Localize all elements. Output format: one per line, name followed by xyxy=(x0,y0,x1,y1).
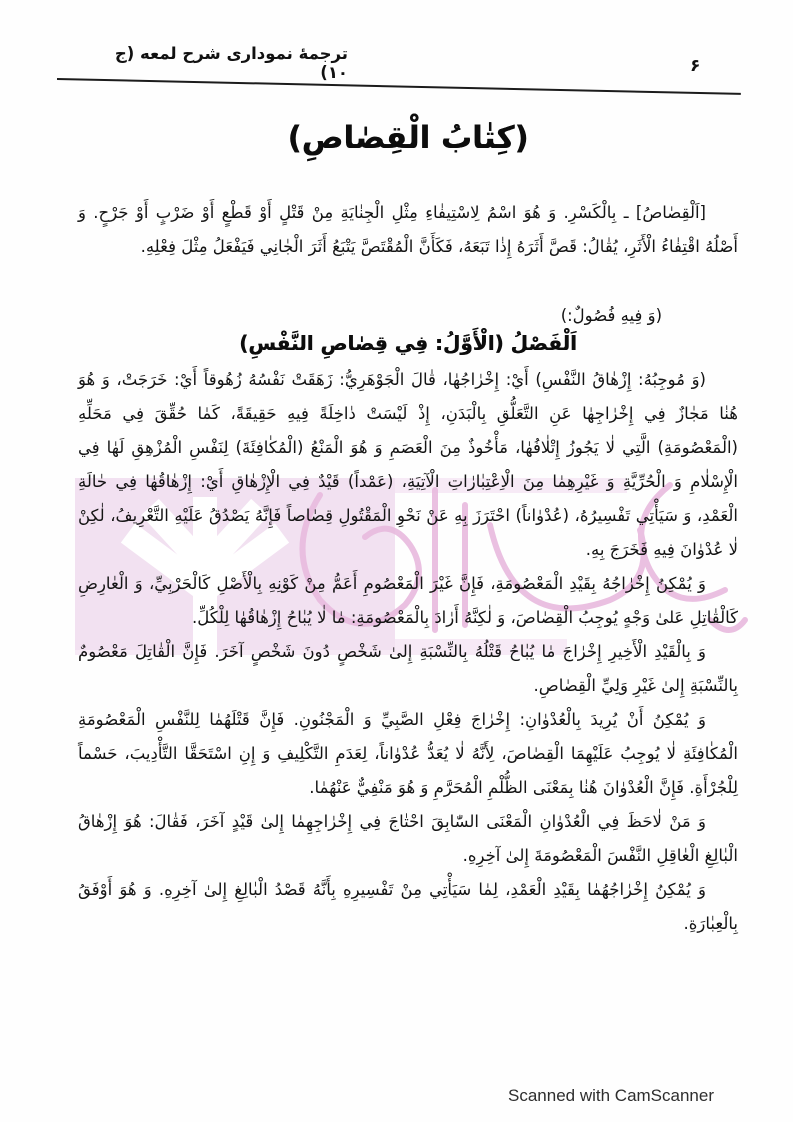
body-paragraph: وَ يُمْكِنُ أَنْ يُرِيدَ بِالْعُدْوٰانِ: إِخْرٰاجَ فِعْلِ الصَّبِيِّ وَ الْمَجْنُونِ. فَإِنَّ قَتْلَهُمٰا لِلنَّفْسِ الْمَعْصُومَةِ الْمُكٰافِئَةِ لٰا يُوجِبُ عَلَيْهِمَا الْقِصٰاصَ، لِأَنَّهُ لٰا يُعَدُّ عُدْوٰاناً، لِعَدَمِ التَّكْلِيفِ وَ إِنِ اسْتَحَقَّا التَّأْدِيبَ، حَسْماً لِلْجُرْأَةِ. فَإِنَّ الْعُدْوٰانَ هُنٰا بِمَعْنَى الظُّلْمِ الْمُحَرَّمِ وَ هُوَ مَنْفِيٌّ عَنْهُمٰا. xyxy=(78,710,738,797)
sections-note: (وَ فِيهِ فُصُولٌ:) xyxy=(560,306,662,325)
chapter-heading: اَلْفَصْلُ (الْأَوَّلُ: فِي قِصٰاصِ النَّفْسِ) xyxy=(239,331,577,355)
body-paragraph: وَ بِالْقَيْدِ الْأَخِيرِ إِخْرٰاجَ مٰا يُبٰاحُ قَتْلُهُ بِالنِّسْبَةِ إِلىٰ شَخْصٍ دُونَ شَخْصٍ آخَرَ. فَإِنَّ الْقٰاتِلَ مَعْصُومٌ بِالنِّسْبَةِ إِلىٰ غَيْرِ وَلِيِّ الْقِصٰاصِ. xyxy=(78,642,738,695)
intro-paragraph: [اَلْقِصٰاصُ] ـ بِالْكَسْرِ. وَ هُوَ اسْمُ لِاسْتِيفٰاءِ مِثْلِ الْجِنٰايَةِ مِنْ قَتْلٍ أَوْ قَطْعٍ أَوْ ضَرْبٍ أَوْ جَرْحٍ. وَ أَصْلُهُ اقْتِفٰاءُ الْأَثَرِ، يُقٰالُ: قَصَّ أَثَرَهُ إِذٰا تَبَعَهُ، فَكَأَنَّ الْمُقْتَصَّ يَتْبَعُ أَثَرَ الْجٰانِي فَيَفْعَلُ مِثْلَ فِعْلِهِ. xyxy=(78,203,738,256)
body-paragraph: وَ يُمْكِنُ إِخْرٰاجُهُ بِقَيْدِ الْمَعْصُومَةِ، فَإِنَّ غَيْرَ الْمَعْصُومِ أَعَمُّ مِنْ كَوْنِهِ بِالْأَصْلِ كَالْحَرْبِيِّ، وَ الْعٰارِضِ كَالْقٰاتِلِ عَلىٰ وَجْهٍ يُوجِبُ الْقِصٰاصَ، وَ لٰكِنَّهُ أَرٰادَ بِالْمَعْصُومَةِ: مٰا لٰا يُبٰاحُ إِزْهٰاقُهٰا لِلْكُلِّ. xyxy=(78,574,738,627)
body-paragraph: وَ يُمْكِنُ إِخْرٰاجُهُمٰا بِقَيْدِ الْعَمْدِ، لِمٰا سَيَأْتِي مِنْ تَفْسِيرِهِ بِأَنَّهُ قَصْدُ الْبٰالِغِ إِلىٰ آخِرِهِ. وَ هُوَ أَوْفَقُ بِالْعِبٰارَةِ. xyxy=(78,880,738,933)
camscanner-note: Scanned with CamScanner xyxy=(508,1086,715,1105)
running-header-title: ترجمهٔ نموداری شرح لمعه (ج ۱۰) xyxy=(114,44,348,82)
body-paragraph: (وَ مُوجِبُهُ: إِزْهٰاقُ النَّفْسِ) أَيْ: إِخْرٰاجُهٰا، قٰالَ الْجَوْهَرِيُّ: زَهَقَتْ نَفْسُهُ زُهُوقاً أَيْ: خَرَجَتْ، وَ هُوَ هُنٰا مَجٰازٌ فِي إِخْرٰاجِهٰا عَنِ التَّعَلُّقِ بِالْبَدَنِ، إِذْ لَيْسَتْ دٰاخِلَةً فِيهِ حَقِيقَةً، كَمٰا حُقِّقَ فِي مَحَلِّهِ (الْمَعْصُومَةِ) الَّتِي لٰا يَجُوزُ إِتْلٰافُهٰا، مَأْخُوذٌ مِنَ الْعَصَمِ وَ هُوَ الْمَنْعُ (الْمُكٰافِئَةَ) لِنَفْسِ الْمُزْهِقِ لَهٰا فِي الْإِسْلٰامِ وَ الْحُرِّيَّةِ وَ غَيْرِهِمٰا مِنَ الْاِعْتِبٰارٰاتِ الْآتِيَةِ، (عَمْداً) قَيْدٌ فِي الْإِزْهٰاقِ أَيْ: إِزْهٰاقُهٰا فِي حٰالَةِ الْعَمْدِ، وَ سَيَأْتِي تَفْسِيرُهُ، (عُدْوٰاناً) احْتَرَزَ بِهِ عَنْ نَحْوِ الْمَقْتُولِ قِصٰاصاً فَإِنَّهُ يَصْدُقُ عَلَيْهِ التَّعْرِيفُ، لٰكِنْ لٰا عُدْوٰانَ فِيهِ فَخَرَجَ بِهِ. xyxy=(78,370,738,559)
header-rule xyxy=(57,78,741,95)
text-column xyxy=(78,120,738,941)
page-number: ۶ xyxy=(690,56,701,76)
body-paragraph: وَ مَنْ لٰاحَظَ فِي الْعُدْوٰانِ الْمَعْنَى السّٰابِقَ احْتٰاجَ فِي إِخْرٰاجِهِمٰا إِلىٰ قَيْدٍ آخَرَ، فَقٰالَ: هُوَ إِزْهٰاقُ الْبٰالِغِ الْعٰاقِلِ النَّفْسَ الْمَعْصُومَةَ إِلىٰ آخِرِهِ. xyxy=(78,812,738,865)
book-title: (كِتٰابُ الْقِصٰاصِ) xyxy=(287,120,529,156)
